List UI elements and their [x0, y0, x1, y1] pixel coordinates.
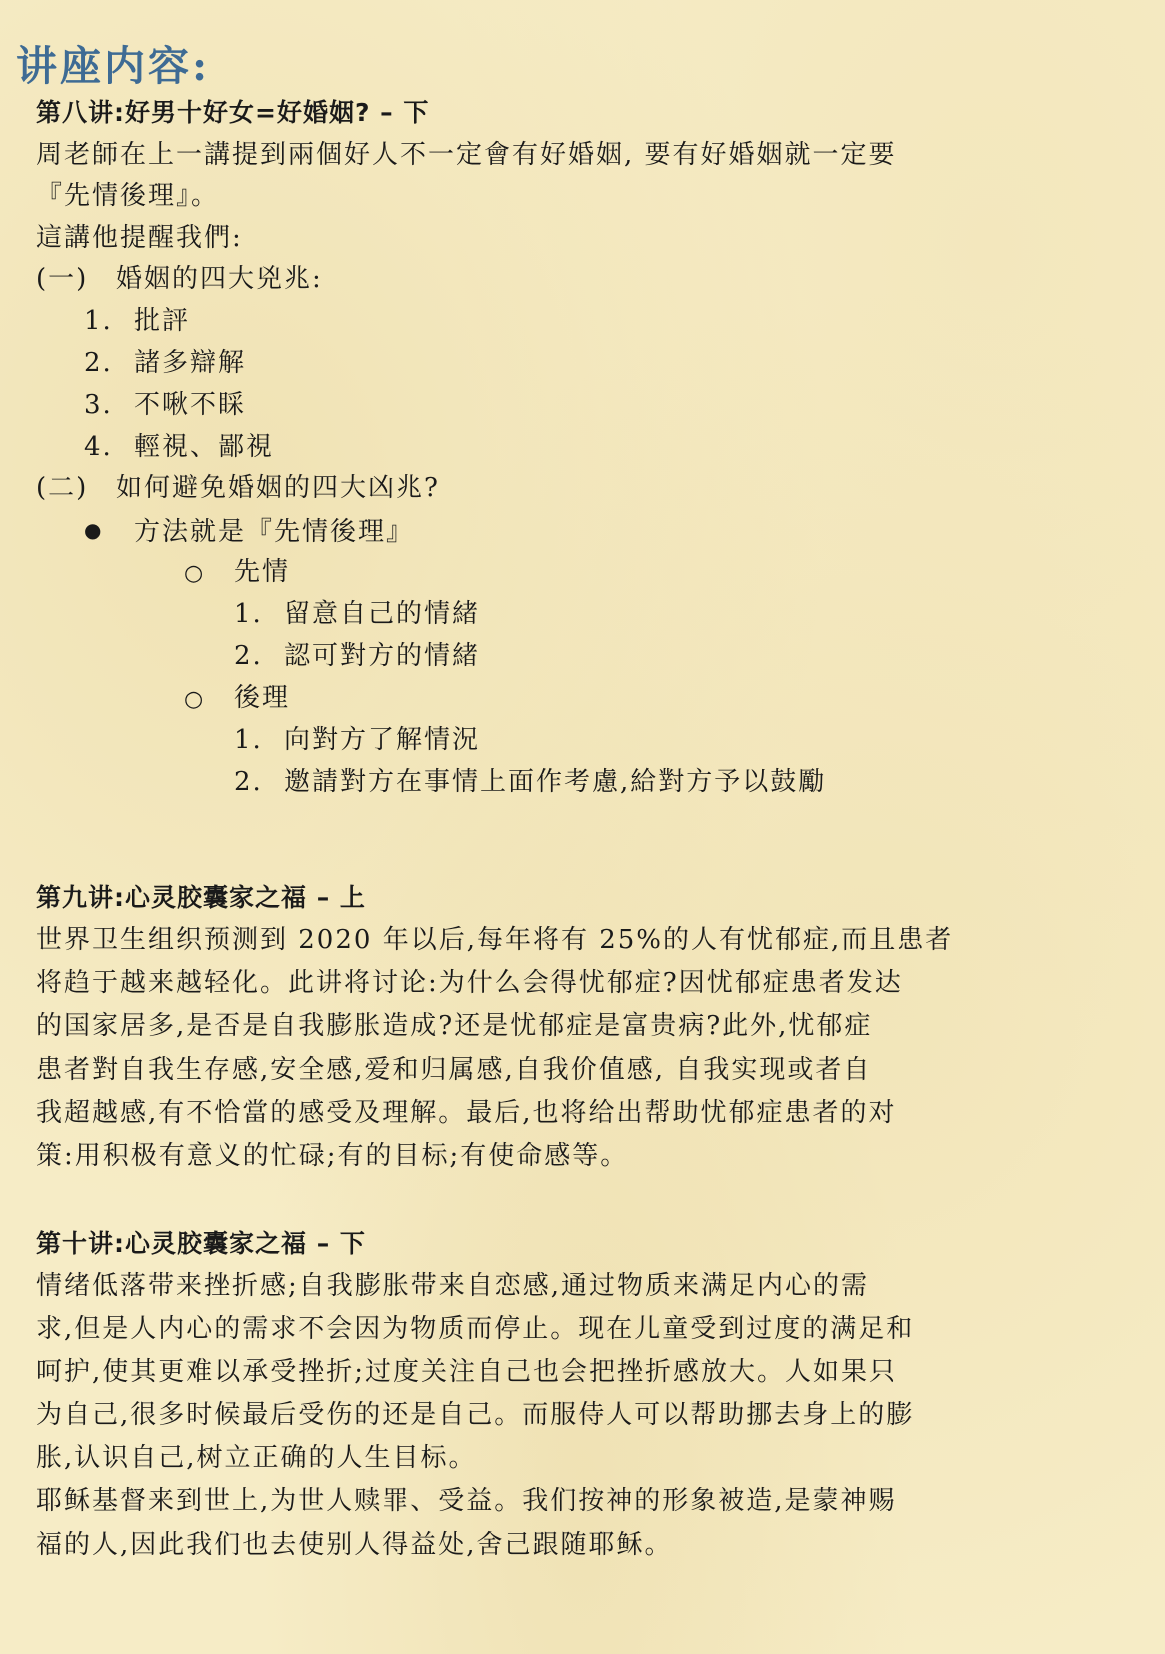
section2-marker: (二) — [36, 473, 89, 503]
lecture9-line: 患者對自我生存感,安全感,爱和归属感,自我价值感, 自我实现或者自 — [36, 1055, 872, 1085]
lecture10-line: 耶稣基督来到世上,为世人赎罪、受益。我们按神的形象被造,是蒙神赐 — [36, 1486, 897, 1516]
lecture10-line: 求,但是人内心的需求不会因为物质而停止。现在儿童受到过度的满足和 — [36, 1314, 915, 1344]
list-text: 諸多辯解 — [134, 348, 247, 378]
lecture9-line: 我超越感,有不恰當的感受及理解。最后,也将给出帮助忧郁症患者的对 — [36, 1098, 897, 1128]
lecture9-line: 世界卫生组织预测到 2020 年以后,每年将有 25%的人有忧郁症,而且患者 — [36, 925, 954, 955]
bullet-text: 方法就是『先情後理』 — [134, 517, 415, 547]
circle-bullet-icon: ○ — [184, 687, 206, 712]
list-number: 1. — [234, 725, 263, 755]
lecture10-heading: 第十讲:心灵胶囊家之福 – 下 — [36, 1229, 366, 1258]
sub-heading-houli — [184, 678, 290, 720]
lecture8-intro-line2: 『先情後理』。 — [36, 181, 220, 211]
sub-heading-text: 先情 — [234, 557, 291, 587]
list-item — [234, 762, 826, 802]
list-number: 4. — [84, 432, 113, 462]
list-text: 輕視、鄙視 — [134, 432, 275, 462]
lecture10-line: 情绪低落带来挫折感;自我膨胀带来自恋感,通过物质来满足内心的需 — [36, 1271, 870, 1301]
lecture8-intro-line3: 這講他提醒我們: — [36, 223, 243, 253]
list-number: 2. — [84, 348, 113, 378]
list-number: 3. — [84, 390, 113, 420]
list-number: 1. — [234, 599, 263, 629]
list-item — [84, 343, 246, 383]
lecture10-line: 为自己,很多时候最后受伤的还是自己。而服侍人可以帮助挪去身上的膨 — [36, 1400, 915, 1430]
section2-heading — [36, 468, 440, 508]
lecture8-heading: 第八讲:好男十好女=好婚姻? – 下 — [36, 98, 430, 127]
section2-title: 如何避免婚姻的四大凶兆? — [116, 473, 440, 503]
sub-heading-xianqing — [184, 552, 290, 594]
list-text: 向對方了解情況 — [284, 725, 481, 755]
bullet-icon: ● — [84, 518, 104, 542]
lecture9-heading: 第九讲:心灵胶囊家之福 – 上 — [36, 883, 366, 912]
lecture10-line: 胀,认识自己,树立正确的人生目标。 — [36, 1443, 477, 1473]
list-text: 認可對方的情緒 — [284, 641, 481, 671]
circle-bullet-icon: ○ — [184, 561, 206, 586]
list-text: 邀請對方在事情上面作考慮,給對方予以鼓勵 — [284, 767, 827, 797]
list-text: 留意自己的情緒 — [284, 599, 481, 629]
lecture9-line: 的国家居多,是否是自我膨胀造成?还是忧郁症是富贵病?此外,忧郁症 — [36, 1011, 873, 1041]
section1-heading — [36, 259, 323, 299]
section1-title: 婚姻的四大兇兆: — [116, 264, 323, 294]
list-item — [234, 720, 480, 760]
lecture9-line: 策:用积极有意义的忙碌;有的目标;有使命感等。 — [36, 1141, 629, 1171]
list-item — [84, 385, 246, 425]
lecture10-line: 福的人,因此我们也去使别人得益处,舍己跟随耶稣。 — [36, 1530, 673, 1560]
list-number: 2. — [234, 767, 263, 797]
list-text: 批評 — [134, 306, 191, 336]
lecture9-line: 将趋于越来越轻化。此讲将讨论:为什么会得忧郁症?因忧郁症患者发达 — [36, 968, 903, 998]
list-number: 1. — [84, 306, 113, 336]
list-number: 2. — [234, 641, 263, 671]
list-item — [234, 594, 480, 634]
lecture8-intro-line1: 周老師在上一講提到兩個好人不一定會有好婚姻, 要有好婚姻就一定要 — [36, 140, 897, 170]
list-text: 不啾不睬 — [134, 390, 247, 420]
bullet-item — [84, 510, 414, 552]
list-item — [84, 301, 190, 341]
page-title: 讲座内容: — [16, 42, 211, 90]
sub-heading-text: 後理 — [234, 683, 291, 713]
section1-marker: (一) — [36, 264, 89, 294]
lecture10-line: 呵护,使其更难以承受挫折;过度关注自己也会把挫折感放大。人如果只 — [36, 1357, 898, 1387]
list-item — [84, 427, 274, 467]
list-item — [234, 636, 480, 676]
